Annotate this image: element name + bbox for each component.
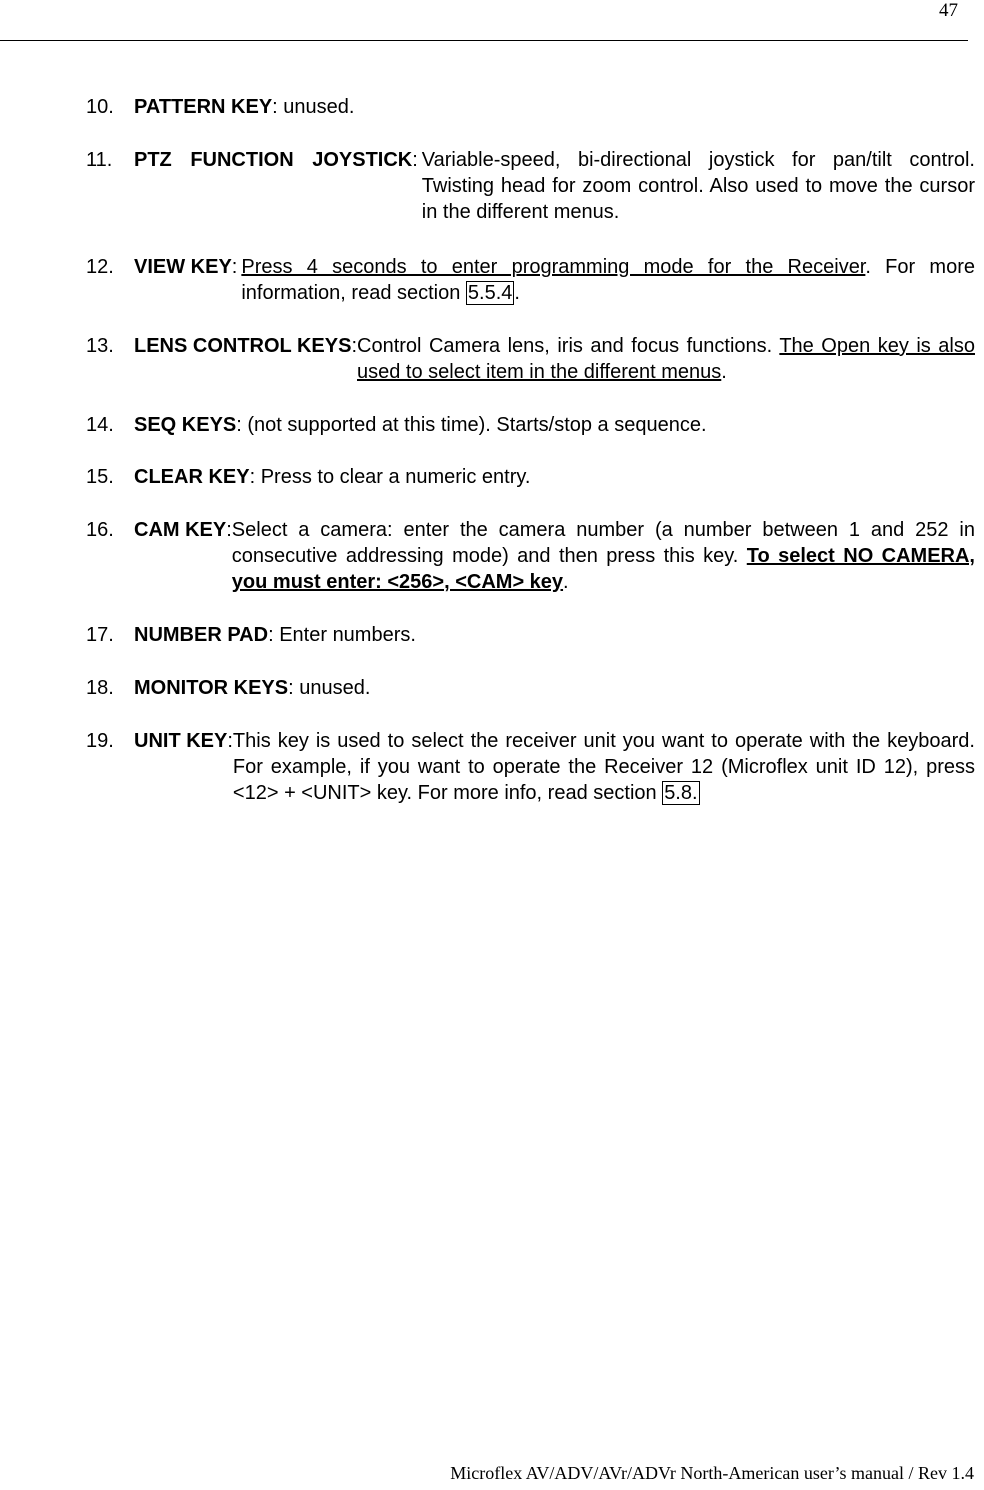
item-key: CAM KEY	[134, 519, 227, 541]
item-key: MONITOR KEYS	[134, 677, 289, 699]
item-body	[134, 333, 975, 385]
item-number: 18.	[86, 677, 114, 699]
item-key: UNIT KEY	[134, 730, 228, 752]
item-key: CLEAR KEY	[134, 466, 250, 488]
item-body	[134, 728, 975, 806]
page-number: 47	[939, 0, 958, 21]
item-text	[357, 333, 975, 385]
item-text	[237, 254, 975, 306]
item-text	[233, 728, 975, 806]
item-body	[134, 147, 975, 225]
item-sep: :	[268, 624, 280, 646]
item-number: 19.	[86, 730, 114, 752]
item-key-wrap	[134, 333, 357, 385]
item-body	[134, 254, 975, 306]
item-end: .	[721, 361, 727, 383]
item-text	[232, 517, 975, 595]
item-body	[134, 675, 975, 701]
section-ref-link[interactable]: 5.8.	[664, 782, 698, 804]
item-key: SEQ KEYS	[134, 414, 237, 436]
item-number: 16.	[86, 519, 114, 541]
item-underlined-text: Press 4 seconds to enter programming mode for the Receiver	[241, 256, 866, 278]
item-sep: :	[412, 149, 418, 171]
item-number: 13.	[86, 335, 114, 357]
item-number: 10.	[86, 96, 114, 118]
header-rule	[0, 40, 968, 41]
item-end: .	[514, 282, 520, 304]
item-key-wrap	[134, 728, 233, 806]
item-key: PTZ FUNCTION JOYSTICK	[134, 149, 413, 171]
item-text: Enter numbers.	[279, 624, 416, 646]
item-text: Press to clear a numeric entry.	[260, 466, 531, 488]
footer-text: Microflex AV/ADV/AVr/ADVr North-American user’s manual / Rev 1.4	[450, 1463, 974, 1483]
item-text-plain: Select a camera: enter the camera number (a number between 1 and 252 in consecutive addressing mode) and then press this key.	[231, 519, 975, 567]
item-sep: :	[231, 256, 238, 278]
item-body	[134, 622, 975, 648]
item-key-wrap	[134, 517, 232, 595]
item-key-wrap	[134, 147, 418, 225]
item-body	[134, 94, 975, 120]
item-number: 15.	[86, 466, 114, 488]
item-body	[134, 464, 975, 490]
item-number: 11.	[86, 149, 113, 171]
item-end: .	[563, 571, 569, 593]
item-sep: :	[236, 414, 248, 436]
item-key: PATTERN KEY	[134, 96, 273, 118]
item-sep: :	[226, 519, 232, 541]
item-bold-underlined-text: To select NO CAMERA, you must enter: <256>, <CAM> key	[231, 545, 975, 593]
item-text: (not supported at this time). Starts/stop a sequence.	[247, 414, 707, 436]
item-body	[134, 517, 975, 595]
item-sep: :	[227, 730, 233, 752]
section-ref-link[interactable]: 5.5.4	[467, 282, 513, 304]
item-text: Variable-speed, bi-directional joystick for pan/tilt control. Twisting head for zoom control. Also used to move the cursor in the different menus.	[421, 149, 975, 223]
item-key-wrap	[134, 254, 237, 306]
item-number: 12.	[86, 256, 114, 278]
item-text: unused.	[299, 677, 371, 699]
item-key: NUMBER PAD	[134, 624, 269, 646]
item-underlined-text: The Open key is also used to select item in the different menus	[357, 335, 975, 383]
item-sep: :	[272, 96, 284, 118]
item-sep: :	[351, 335, 357, 357]
item-body	[134, 412, 975, 438]
item-key: LENS CONTROL KEYS	[134, 335, 352, 357]
item-text-plain: This key is used to select the receiver unit you want to operate with the keyboard. For example, if you want to operate the Receiver 12 (Microflex unit ID 12), press <12> + <UNIT> key. For more info, read section	[232, 730, 975, 804]
item-text-after: . For more information, read section	[241, 256, 975, 304]
item-sep: :	[249, 466, 261, 488]
item-text-plain: Control Camera lens, iris and focus functions.	[357, 335, 780, 357]
item-key: VIEW KEY	[134, 256, 232, 278]
item-number: 14.	[86, 414, 114, 436]
item-number: 17.	[86, 624, 114, 646]
item-text: unused.	[283, 96, 355, 118]
item-sep: :	[288, 677, 300, 699]
